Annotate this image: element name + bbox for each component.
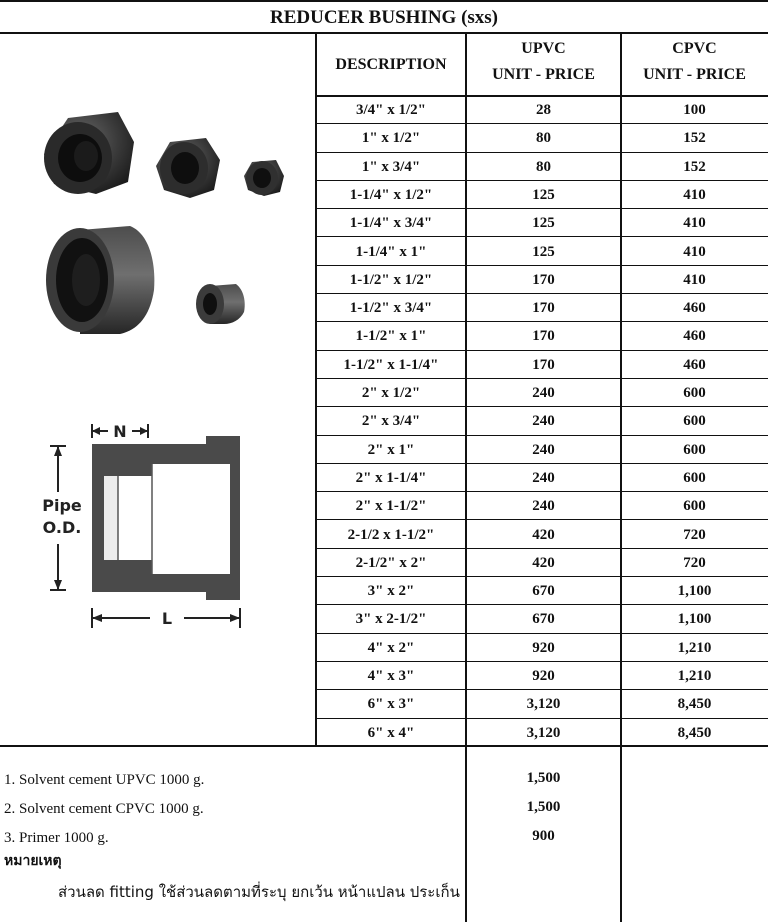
row-upvc-price: 670 (532, 583, 555, 600)
table-row (316, 549, 768, 577)
row-upvc-price: 920 (532, 668, 555, 684)
sheet-title: REDUCER BUSHING (sxs) (269, 7, 499, 28)
row-cpvc-price: 410 (683, 215, 706, 232)
row-cpvc-price: 600 (683, 385, 706, 401)
header-upvc-unit-price: UNIT - PRICE (492, 66, 595, 83)
header-description-label: DESCRIPTION (335, 56, 447, 73)
table-row (316, 209, 768, 237)
row-cpvc-price: 410 (683, 243, 706, 260)
row-upvc-price: 240 (532, 413, 555, 430)
table-row (316, 662, 768, 690)
table-row (316, 351, 768, 379)
header-cpvc-label: CPVC (672, 40, 717, 57)
row-description: 1-1/2" x 3/4" (349, 300, 433, 317)
row-description: 6" x 4" (367, 724, 415, 741)
table-row (316, 266, 768, 294)
row-upvc-price: 80 (536, 130, 551, 147)
accessory-upvc-price: 1,500 (526, 770, 561, 786)
row-upvc-price: 80 (536, 158, 551, 175)
od-label: O.D. (42, 518, 82, 537)
note-title: หมายเหตุ (4, 853, 62, 869)
row-cpvc-price: 600 (683, 498, 706, 515)
n-dimension-label: N (113, 422, 127, 441)
table-row (316, 124, 768, 152)
row-description: 3" x 2-1/2" (355, 611, 427, 628)
row-upvc-price: 28 (536, 102, 551, 118)
table-row (316, 605, 768, 633)
table-row (316, 379, 768, 407)
table-row (316, 407, 768, 435)
header-description (316, 34, 466, 96)
pipe-label: Pipe (42, 496, 82, 515)
table-row (316, 96, 768, 124)
note-text: ส่วนลด fitting ใช้ส่วนลดตามที่ระบุ ยกเว้น หน้าแปลน ประเก็น (58, 883, 460, 901)
row-upvc-price: 920 (532, 639, 555, 656)
dimension-diagram (36, 422, 240, 628)
row-description: 4" x 3" (367, 668, 415, 684)
row-description: 2" x 1-1/4" (355, 469, 427, 486)
table-row (316, 719, 768, 747)
row-description: 2" x 1" (367, 441, 415, 458)
row-description: 1-1/2" x 1/2" (349, 271, 433, 288)
header-cpvc (621, 34, 768, 96)
accessory-upvc-price: 900 (532, 828, 555, 844)
table-row (316, 181, 768, 209)
row-upvc-price: 125 (532, 243, 555, 260)
large-round-bushing-photo (46, 226, 154, 334)
row-description: 1" x 3/4" (361, 158, 421, 175)
row-upvc-price: 420 (532, 554, 555, 571)
row-description: 2" x 3/4" (361, 413, 421, 430)
row-upvc-price: 240 (532, 441, 555, 458)
top-border (0, 0, 768, 2)
row-cpvc-price: 1,210 (677, 639, 712, 656)
row-upvc-price: 420 (532, 526, 555, 543)
row-description: 1-1/2" x 1-1/4" (343, 356, 439, 373)
accessory-label: 1. Solvent cement UPVC 1000 g. (4, 772, 205, 788)
row-upvc-price: 670 (532, 611, 555, 628)
row-cpvc-price: 100 (683, 102, 706, 118)
table-row (316, 322, 768, 350)
row-cpvc-price: 720 (683, 526, 706, 543)
row-cpvc-price: 410 (683, 186, 706, 203)
row-cpvc-price: 460 (683, 328, 706, 345)
table-row (316, 153, 768, 181)
product-illustration (0, 34, 314, 746)
table-row (316, 577, 768, 605)
table-row (316, 464, 768, 492)
row-upvc-price: 3,120 (526, 724, 561, 741)
row-cpvc-price: 460 (683, 356, 706, 373)
row-description: 2-1/2" x 2" (355, 554, 427, 571)
row-cpvc-price: 720 (683, 554, 706, 571)
row-upvc-price: 170 (532, 300, 555, 317)
row-description: 4" x 2" (367, 639, 415, 656)
table-row (316, 238, 768, 266)
row-description: 2-1/2 x 1-1/2" (347, 526, 435, 543)
row-cpvc-price: 460 (683, 300, 706, 317)
row-description: 1" x 1/2" (361, 130, 421, 147)
row-description: 6" x 3" (367, 696, 415, 713)
header-cpvc-unit-price: UNIT - PRICE (643, 66, 746, 83)
row-cpvc-price: 8,450 (677, 724, 712, 741)
bushing-illustration-svg (0, 34, 314, 746)
l-dimension-label: L (161, 609, 173, 628)
row-upvc-price: 3,120 (526, 696, 561, 713)
table-row (316, 492, 768, 520)
row-description: 2" x 1-1/2" (355, 498, 427, 515)
row-upvc-price: 125 (532, 215, 555, 232)
row-upvc-price: 170 (532, 356, 555, 373)
row-description: 3" x 2" (367, 583, 415, 600)
table-row (316, 294, 768, 322)
large-hex-bushing-photo (44, 112, 134, 194)
small-hex-bushing-photo (244, 160, 284, 196)
row-cpvc-price: 410 (683, 271, 706, 288)
row-upvc-price: 125 (532, 186, 555, 203)
table-row (316, 690, 768, 718)
row-upvc-price: 170 (532, 328, 555, 345)
accessory-upvc-price: 1,500 (526, 799, 561, 815)
header-upvc (466, 34, 621, 96)
table-row (316, 634, 768, 662)
row-upvc-price: 170 (532, 271, 555, 288)
row-description: 3/4" x 1/2" (356, 102, 426, 118)
medium-hex-bushing-photo (156, 138, 220, 198)
row-cpvc-price: 1,210 (677, 668, 712, 684)
table-row (316, 436, 768, 464)
row-cpvc-price: 152 (683, 158, 706, 175)
row-description: 1-1/4" x 3/4" (349, 215, 433, 232)
small-round-bushing-photo (196, 284, 245, 324)
row-description: 1-1/4" x 1/2" (349, 186, 433, 203)
row-cpvc-price: 152 (683, 130, 706, 147)
row-description: 2" x 1/2" (361, 385, 421, 401)
row-cpvc-price: 600 (683, 469, 706, 486)
accessory-label: 3. Primer 1000 g. (4, 830, 109, 846)
row-description: 1-1/2" x 1" (355, 328, 427, 345)
table-row (316, 521, 768, 549)
row-cpvc-price: 1,100 (677, 583, 712, 600)
row-cpvc-price: 600 (683, 441, 706, 458)
header-upvc-label: UPVC (521, 40, 566, 57)
row-upvc-price: 240 (532, 469, 555, 486)
accessory-label: 2. Solvent cement CPVC 1000 g. (4, 801, 204, 817)
row-cpvc-price: 8,450 (677, 696, 712, 713)
row-description: 1-1/4" x 1" (355, 243, 427, 260)
row-upvc-price: 240 (532, 498, 555, 515)
row-cpvc-price: 600 (683, 413, 706, 430)
row-upvc-price: 240 (532, 385, 555, 401)
row-cpvc-price: 1,100 (677, 611, 712, 628)
